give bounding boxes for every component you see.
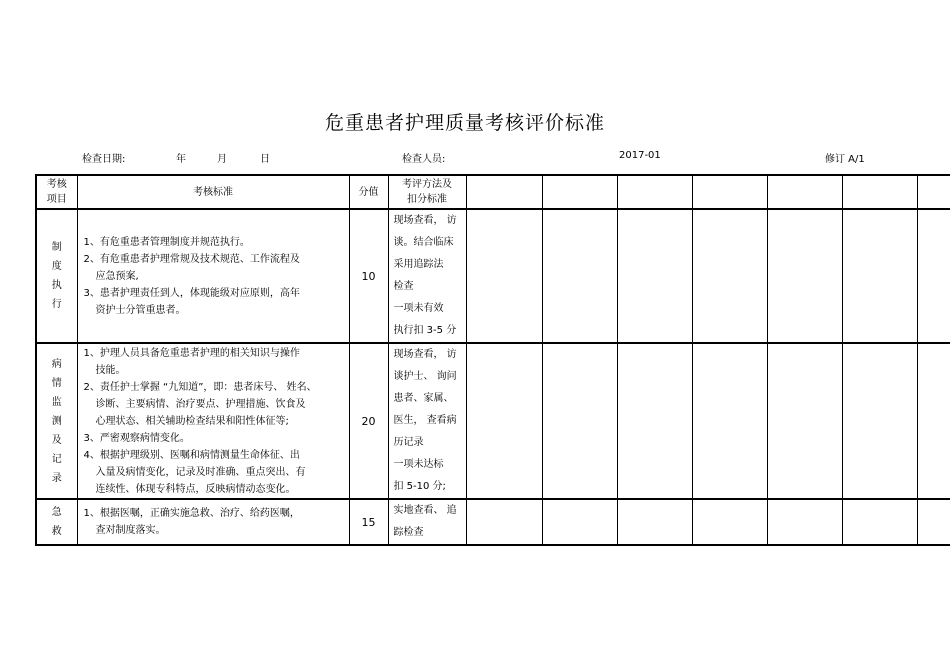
method-line: 患者、家属、 <box>393 393 454 404</box>
method-line: 现场查看， 访 <box>393 349 457 360</box>
year-label: 年 <box>176 154 186 165</box>
standard-cell <box>77 209 349 343</box>
evaluation-table <box>35 174 950 546</box>
header-blank <box>466 175 542 209</box>
blank-cell <box>917 499 950 545</box>
item-cell <box>36 499 77 545</box>
month-label: 月 <box>217 154 227 165</box>
item-char: 及 <box>51 434 62 446</box>
header-blank <box>617 175 692 209</box>
standard-line: 4、根据护理级别、医嘱和病情测量生命体征、出 <box>83 449 300 461</box>
item-char: 度 <box>51 261 62 272</box>
header-blank <box>767 175 842 209</box>
standard-line: 资护士分管重患者。 <box>95 304 186 316</box>
day-label: 日 <box>260 154 270 165</box>
blank-cell <box>692 499 767 545</box>
table-row <box>36 343 950 499</box>
header-blank <box>917 175 950 209</box>
method-line: 谈。结合临床 <box>393 237 454 248</box>
item-char: 情 <box>51 377 62 389</box>
document-title: 危重患者护理质量考核评价标准 <box>324 112 605 134</box>
blank-cell <box>692 209 767 343</box>
blank-cell <box>842 499 917 545</box>
item-char: 测 <box>51 415 62 427</box>
method-line: 检查 <box>393 281 414 292</box>
header-score: 分值 <box>349 175 388 209</box>
item-char: 急 <box>51 507 62 518</box>
revision-label: 修订 A/1 <box>825 154 865 165</box>
standard-line: 诊断、主要病情、治疗要点、护理措施、饮食及 <box>95 398 306 410</box>
method-cell <box>388 343 466 499</box>
table-row <box>36 499 950 545</box>
header-method: 考评方法及 扣分标准 <box>388 175 466 209</box>
standard-line: 查对制度落实。 <box>95 525 166 536</box>
score-cell: 15 <box>349 499 388 545</box>
method-line: 一项未有效 <box>393 303 444 314</box>
header-standard: 考核标准 <box>77 175 349 209</box>
header-blank <box>542 175 617 209</box>
score-cell: 10 <box>349 209 388 343</box>
method-line: 现场查看， 访 <box>393 215 457 226</box>
method-cell <box>388 209 466 343</box>
item-char: 记 <box>51 453 62 465</box>
inspector-label: 检查人员: <box>402 154 446 165</box>
standard-line: 3、患者护理责任到人，体现能级对应原则，高年 <box>83 287 300 299</box>
blank-cell <box>617 499 692 545</box>
header-item: 考核 项目 <box>36 175 77 209</box>
blank-cell <box>542 343 617 499</box>
standard-cell <box>77 499 349 545</box>
score-cell: 20 <box>349 343 388 499</box>
header-blank <box>842 175 917 209</box>
standard-line: 1、根据医嘱，正确实施急救、治疗、给药医嘱， <box>83 508 300 519</box>
item-char: 行 <box>51 299 62 310</box>
blank-cell <box>842 209 917 343</box>
item-cell <box>36 343 77 499</box>
method-line: 采用追踪法 <box>393 259 444 270</box>
item-char: 录 <box>51 472 62 484</box>
method-line: 实地查看、 追 <box>393 505 457 516</box>
header-blank <box>692 175 767 209</box>
blank-cell <box>617 209 692 343</box>
method-line: 扣 5-10 分; <box>393 481 446 492</box>
standard-line: 1、护理人员具备危重患者护理的相关知识与操作 <box>83 347 300 359</box>
standard-line: 技能。 <box>95 364 126 376</box>
table-row <box>36 209 950 343</box>
standard-line: 入量及病情变化，记录及时准确、重点突出、有 <box>95 466 306 478</box>
method-cell <box>388 499 466 545</box>
standard-line: 2、责任护士掌握 “九知道”，即：患者床号、 姓名、 <box>83 381 317 393</box>
standard-line: 1、有危重患者管理制度并规范执行。 <box>83 236 250 248</box>
blank-cell <box>542 209 617 343</box>
blank-cell <box>692 343 767 499</box>
blank-cell <box>917 343 950 499</box>
standard-cell <box>77 343 349 499</box>
blank-cell <box>767 499 842 545</box>
version-date: 2017-01 <box>619 150 661 161</box>
method-line: 谈护士、 询问 <box>393 371 457 382</box>
blank-cell <box>542 499 617 545</box>
blank-cell <box>917 209 950 343</box>
blank-cell <box>842 343 917 499</box>
method-line: 一项未达标 <box>393 459 444 470</box>
standard-line: 连续性、体现专科特点，反映病情动态变化。 <box>95 483 296 495</box>
blank-cell <box>466 343 542 499</box>
standard-line: 2、有危重患者护理常规及技术规范、工作流程及 <box>83 253 300 265</box>
standard-line: 应急预案, <box>95 270 139 282</box>
standard-line: 心理状态、相关辅助检查结果和阳性体征等; <box>95 415 289 427</box>
method-line: 医生， 查看病 <box>393 415 457 426</box>
item-char: 救 <box>51 526 62 537</box>
header-row <box>36 175 950 209</box>
blank-cell <box>466 499 542 545</box>
blank-cell <box>466 209 542 343</box>
standard-line: 3、严密观察病情变化。 <box>83 432 190 444</box>
blank-cell <box>767 209 842 343</box>
method-line: 历记录 <box>393 437 424 448</box>
check-date-label: 检查日期: <box>82 154 126 165</box>
item-char: 病 <box>51 358 62 370</box>
item-cell <box>36 209 77 343</box>
blank-cell <box>617 343 692 499</box>
item-char: 监 <box>51 396 62 408</box>
method-line: 执行扣 3-5 分 <box>393 325 457 336</box>
item-char: 制 <box>51 242 62 253</box>
item-char: 执 <box>51 280 62 291</box>
method-line: 踪检查 <box>393 527 424 538</box>
blank-cell <box>767 343 842 499</box>
